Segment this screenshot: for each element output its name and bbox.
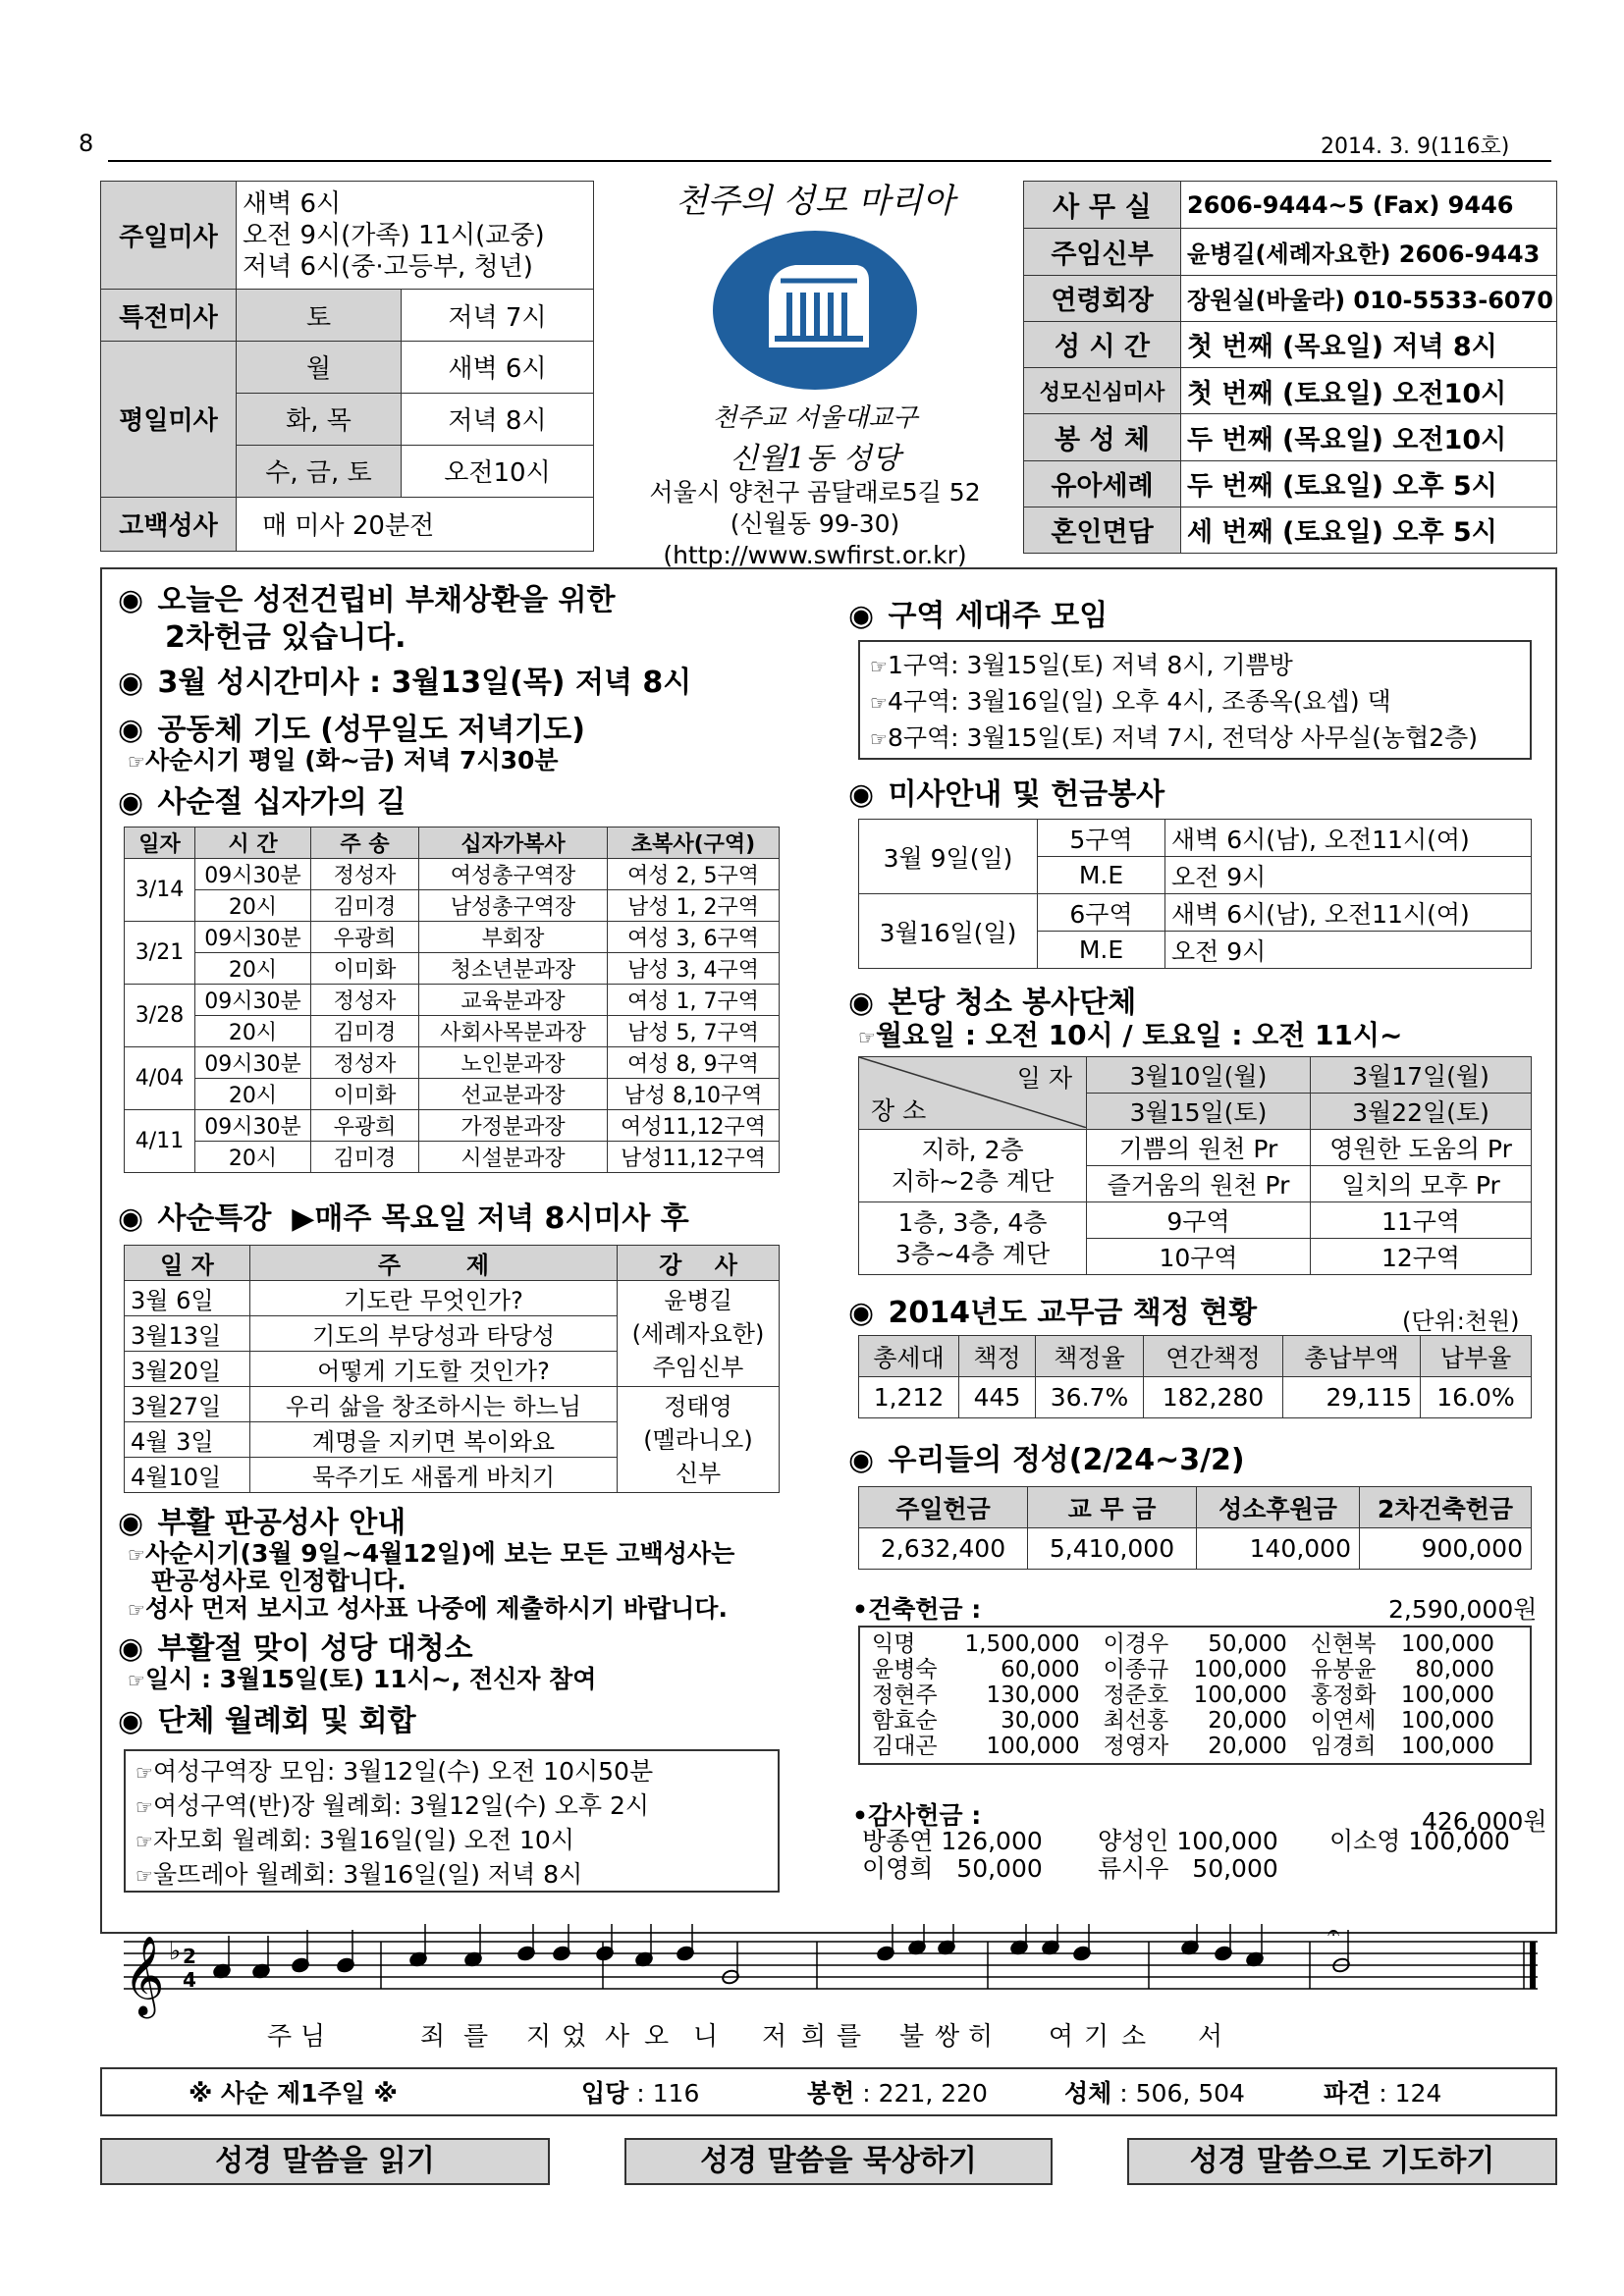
lyric-syllable: 를 [837,2022,862,2052]
office-label: 유아세례 [1024,460,1181,507]
office-label: 성모신심미사 [1024,368,1181,414]
table-row: 3/21 09시30분 우광희 부회장 여성 3, 6구역 [125,922,780,953]
weekday-day: 수, 금, 토 [237,445,402,497]
table-row [872,1657,1518,1682]
lyric-syllable: 오 [644,2022,670,2052]
lyric-syllable: 기 [1084,2022,1110,2052]
table-row: 20시 김미경 사회사목분과장 남성 5, 7구역 [125,1016,780,1047]
donor-amount: 100,000 [986,1734,1080,1759]
lyric-syllable: 죄 [420,2022,446,2052]
page-number: 8 [79,130,94,157]
donor-name: 이종규 [1103,1657,1169,1682]
cleaning-header-corner: 일 자 장 소 [859,1057,1087,1130]
communion-hymn: 성체 : 506, 504 [1064,2079,1245,2108]
lecture-header: 주 제 [250,1246,618,1281]
building-donor-grid [872,1631,1518,1759]
special-mass-day: 토 [237,290,402,342]
donor-name: 홍정화 [1310,1682,1377,1708]
special-mass-time: 저녁 7시 [402,290,594,342]
building-donors [858,1626,1532,1765]
parish-diocese: 천주교 서울대교구 [712,403,918,433]
time-signature: 4 [183,1968,196,1992]
offering-title: ◉ 우리들의 정성(2/24~3/2) [848,1443,1245,1477]
lecturer-1: 윤병길 (세례자요한) 주임신부 [618,1281,780,1387]
lyric-syllable: 히 [968,2022,994,2052]
table-row [872,1708,1518,1734]
donor-amount: 50,000 [1208,1631,1287,1657]
building-label: •건축헌금 : [852,1595,982,1624]
weekday-day: 월 [237,342,402,394]
list-item: ☞4구역: 3월16일(일) 오후 4시, 조종옥(요셉) 댁 [870,687,1391,716]
lyric-syllable: 를 [463,2022,489,2052]
confession-line-1: ☞사순시기(3월 9일~4월12일)에 보는 모든 고백성사는 [128,1539,735,1568]
music-score [124,1924,1538,2052]
office-value: 2606-9444~5 (Fax) 9446 [1181,182,1557,229]
office-label: 봉 성 체 [1024,414,1181,460]
parish-address-old: (신월동 99-30) [730,509,900,538]
lecture-table [124,1245,780,1493]
donor-name: 이연세 [1310,1708,1377,1734]
cleaning-title: ◉ 부활절 맞이 성당 대청소 [118,1631,473,1666]
table-row: 2,632,400 5,410,000 140,000 900,000 [859,1528,1532,1570]
weekday-mass-label: 평일미사 [101,342,237,498]
weekday-day: 화, 목 [237,393,402,445]
table-row [872,1682,1518,1708]
table-row: 20시 김미경 남성총구역장 남성 1, 2구역 [125,890,780,922]
mass-schedule-table [100,181,594,552]
lecture-header: 일 자 [125,1246,250,1281]
cleaning-table: 일 자 장 소 3월10일(월) 3월17일(월) 3월15일(토) 3월22일(토) 지하, 2층 지하~2층 계단 기쁨의 원천 Pr 영원한 도움의 Pr 즐거움의 원천 Pr 일치의 모후 Pr 1층, 3층, 4층 3층~4층 계단 9구역 11구역 10구역 12구역 [858,1056,1532,1275]
table-row: 1,212 445 36.7% 182,280 29,115 16.0% [859,1377,1532,1418]
fermata-icon: 𝄐 [1327,1924,1340,1946]
notice-second-collection: ◉ 오늘은 성전건립비 부채상환을 위한 [118,583,616,617]
lyric-syllable: 지 [526,2022,552,2052]
donor-amount: 30,000 [1001,1708,1080,1734]
notice-community-prayer: ◉ 공동체 기도 (성무일도 저녁기도) [118,713,585,747]
table-row: 10구역 12구역 [859,1239,1532,1275]
table-row: 20시 김미경 시설분과장 남성11,12구역 [125,1142,780,1173]
table-row: 3월13일 기도의 부당성과 타당성 [125,1316,780,1352]
lyric-syllable: 사 [605,2022,630,2052]
donor-amount: 100,000 [1400,1631,1494,1657]
stations-header: 시 간 [195,828,311,859]
donor-amount: 100,000 [1400,1734,1494,1759]
stations-header: 일자 [125,828,195,859]
office-value: 두 번째 (목요일) 오전10시 [1181,414,1557,460]
donor-name: 유봉윤 [1310,1657,1377,1682]
lyric-syllable: 소 [1121,2022,1147,2052]
sunday-mass-times: 새벽 6시 오전 9시(가족) 11시(교중) 저녁 6시(중·고등부, 청년) [237,182,594,290]
sunday-mass-label: 주일미사 [101,182,237,290]
thanks-total: 426,000원 [1422,1807,1547,1836]
table-row: 3/28 09시30분 정성자 교육분과장 여성 1, 7구역 [125,985,780,1016]
list-item: ☞여성구역장 모임: 3월12일(수) 오전 10시50분 [135,1757,654,1786]
lyric-syllable: 니 [693,2022,719,2052]
donor-amount: 100,000 [1193,1657,1287,1682]
donor-name: 이경우 [1103,1631,1169,1657]
list-item: ☞1구역: 3월15일(토) 저녁 8시, 기쁨방 [870,651,1293,679]
parish-name: 신월1동 성당 [730,442,900,476]
offertory-hymn: 봉헌 : 221, 220 [807,2079,988,2108]
table-row: 4월 3일 계명을 지키면 복이와요 [125,1422,780,1458]
office-value: 세 번째 (토요일) 오후 5시 [1181,507,1557,553]
table-row: 3월27일 우리 삶을 창조하시는 하느님 정태영 (멜라니오) 신부 [125,1387,780,1422]
table-row: 즐거움의 원천 Pr 일치의 모후 Pr [859,1166,1532,1202]
table-row: 20시 이미화 선교분과장 남성 8,10구역 [125,1079,780,1110]
donor-amount: 20,000 [1208,1734,1287,1759]
office-value: 첫 번째 (목요일) 저녁 8시 [1181,321,1557,367]
table-row: 3/14 09시30분 정성자 여성총구역장 여성 2, 5구역 [125,859,780,890]
table-row: M.E 오전 9시 [859,932,1532,969]
lyric-syllable: 희 [801,2022,827,2052]
dismissal-hymn: 파견 : 124 [1324,2079,1442,2108]
building-total: 2,590,000원 [1388,1595,1538,1624]
table-row: 지하, 2층 지하~2층 계단 기쁨의 원천 Pr 영원한 도움의 Pr [859,1130,1532,1166]
offering-table: 주일헌금 교 무 금 성소후원금 2차건축헌금 2,632,400 5,410,000 140,000 900,000 [858,1486,1532,1570]
time-signature: 2 [183,1945,196,1968]
table-row: 3월20일 어떻게 기도할 것인가? [125,1352,780,1387]
table-row: M.E 오전 9시 [859,857,1532,894]
groups-list [124,1749,780,1893]
table-row: 3월 9일(일) 5구역 새벽 6시(남), 오전11시(여) [859,820,1532,857]
header-rule [108,160,1551,162]
list-item: ☞울뜨레아 월례회: 3월16일(일) 저녁 8시 [135,1860,583,1889]
lecturer-2: 정태영 (멜라니오) 신부 [618,1387,780,1493]
district-title: ◉ 구역 세대주 모임 [848,599,1109,633]
donor-name: 정준호 [1103,1682,1169,1708]
confession-line-2: 판공성사로 인정합니다. [151,1567,406,1595]
read-scripture-button[interactable]: 성경 말씀을 읽기 [100,2138,550,2185]
flat-icon: ♭ [169,1937,182,1966]
donor-amount: 100,000 [1193,1682,1287,1708]
list-item: ☞자모회 월례회: 3월16일(일) 오전 10시 [135,1826,574,1854]
weekday-time: 오전10시 [402,445,594,497]
mass-offering-table [858,819,1532,969]
donor-amount: 100,000 [1400,1708,1494,1734]
stations-table [124,827,780,1173]
special-mass-label: 특전미사 [101,290,237,342]
lyric-syllable: 님 [300,2022,326,2052]
notice-holy-hour: ◉ 3월 성시간미사 : 3월13일(목) 저녁 8시 [118,666,692,700]
office-label: 혼인면담 [1024,507,1181,553]
parish-title: 천주의 성모 마리아 [675,182,955,221]
table-row: 20시 이미화 청소년분과장 남성 3, 4구역 [125,953,780,985]
parish-block [609,181,1021,571]
lyric-syllable: 었 [562,2022,587,2052]
season-label: ※ 사순 제1주일 ※ [189,2079,398,2108]
cleaning-time: ☞일시 : 3월15일(토) 11시~, 전신자 참여 [128,1665,597,1693]
weekday-time: 새벽 6시 [402,342,594,394]
donor-amount: 130,000 [986,1682,1080,1708]
lyric-syllable: 주 [267,2022,293,2052]
donor-amount: 100,000 [1400,1682,1494,1708]
stations-header: 십자가복사 [419,828,608,859]
lecture-header: 강 사 [618,1246,780,1281]
thanks-donors: 방종연 126,000 양성인 100,000 이소영 100,000 이영희 50,000 류시우 50,000 [862,1827,1510,1883]
lenten-lecture-title: ◉ 사순특강 ▶매주 목요일 저녁 8시미사 후 [118,1201,689,1236]
table-row: 3월16일(일) 6구역 새벽 6시(남), 오전11시(여) [859,894,1532,932]
parish-website[interactable]: (http://www.swfirst.or.kr) [663,541,967,569]
lyric-syllable: 서 [1198,2022,1223,2052]
community-prayer-time: ☞사순시기 평일 (화~금) 저녁 7시30분 [128,746,559,774]
thanks-offering: •감사헌금 : [852,1801,982,1830]
pray-scripture-button[interactable]: 성경 말씀으로 기도하기 [1127,2138,1557,2185]
office-label: 연령회장 [1024,275,1181,321]
donor-name: 최선홍 [1103,1708,1169,1734]
hymn-numbers-bar [100,2067,1557,2116]
easter-confession-title: ◉ 부활 판공성사 안내 [118,1506,406,1540]
donor-name: 신현복 [1310,1631,1377,1657]
donor-name: 김대곤 [872,1734,938,1759]
list-item: ☞여성구역(반)장 월례회: 3월12일(수) 오후 2시 [135,1791,650,1820]
list-item: ☞8구역: 3월15일(토) 저녁 7시, 전덕상 사무실(농협2층) [870,723,1479,752]
groups-title: ◉ 단체 월례회 및 회합 [118,1704,416,1738]
office-value: 첫 번째 (토요일) 오전10시 [1181,368,1557,414]
office-value: 두 번째 (토요일) 오후 5시 [1181,460,1557,507]
lyric-syllable: 불 [899,2022,925,2052]
lyric-syllable: 여 [1049,2022,1074,2052]
stations-header: 초복사(구역) [608,828,780,859]
church-logo-icon [712,230,918,392]
cleaning-service-title: ◉ 본당 청소 봉사단체 [848,986,1137,1020]
stations-title: ◉ 사순절 십자가의 길 [118,785,406,820]
confession-text: 매 미사 20분전 [237,497,594,551]
confession-line-3: ☞성사 먼저 보시고 성사표 나중에 제출하시기 바랍니다. [128,1594,728,1623]
donor-name: 정영자 [1103,1734,1169,1759]
treble-clef-icon: 𝄞 [124,1935,165,2015]
music-staff [124,1924,1538,2020]
lyric-syllable: 쌍 [935,2022,960,2052]
cleaning-service-times: ☞월요일 : 오전 10시 / 토요일 : 오전 11시~ [858,1019,1403,1051]
mass-offering-title: ◉ 미사안내 및 헌금봉사 [848,777,1165,812]
lyric-syllable: 저 [762,2022,787,2052]
donor-amount: 80,000 [1415,1657,1494,1682]
final-bar [1530,1942,1536,1989]
office-value: 장원실(바울라) 010-5533-6070 [1181,275,1557,321]
dues-title: ◉ 2014년도 교무금 책정 현황 [848,1296,1258,1330]
table-row: 4월10일 묵주기도 새롭게 바치기 [125,1458,780,1493]
entrance-hymn: 입당 : 116 [581,2079,700,2108]
meditate-scripture-button[interactable]: 성경 말씀을 묵상하기 [624,2138,1053,2185]
confession-label: 고백성사 [101,497,237,551]
table-row: 1층, 3층, 4층 3층~4층 계단 9구역 11구역 [859,1202,1532,1239]
office-info-table [1023,181,1557,554]
donor-name: 함효순 [872,1708,938,1734]
table-row [872,1734,1518,1759]
donor-amount: 20,000 [1208,1708,1287,1734]
table-row: 4/04 09시30분 정성자 노인분과장 여성 8, 9구역 [125,1047,780,1079]
dues-table: 총세대 책정 책정율 연간책정 총납부액 납부율 1,212 445 36.7% 182,280 29,115 16.0% [858,1335,1532,1418]
office-value: 윤병길(세례자요한) 2606-9443 [1181,229,1557,275]
table-row [872,1631,1518,1657]
office-label: 성 시 간 [1024,321,1181,367]
office-label: 주임신부 [1024,229,1181,275]
dues-unit: (단위:천원) [1402,1308,1520,1335]
district-list [858,640,1532,760]
donor-amount: 1,500,000 [964,1631,1080,1657]
table-row: 3월 6일 기도란 무엇인가? 윤병길 (세례자요한) 주임신부 [125,1281,780,1316]
donor-amount: 60,000 [1001,1657,1080,1682]
donor-name: 임경희 [1310,1734,1377,1759]
office-label: 사 무 실 [1024,182,1181,229]
notice-second-collection-line2: 2차헌금 있습니다. [165,620,406,655]
stations-header: 주 송 [311,828,419,859]
parish-address: 서울시 양천구 곰달래로5길 52 [649,478,981,507]
table-row: 4/11 09시30분 우광희 가정분과장 여성11,12구역 [125,1110,780,1142]
weekday-time: 저녁 8시 [402,393,594,445]
issue-date: 2014. 3. 9(116호) [1321,134,1510,159]
donor-name: 정현주 [872,1682,938,1708]
donor-name: 윤병숙 [872,1657,938,1682]
donor-name: 익명 [872,1631,916,1657]
lyrics [124,2016,1538,2050]
parish-logo [712,230,918,392]
